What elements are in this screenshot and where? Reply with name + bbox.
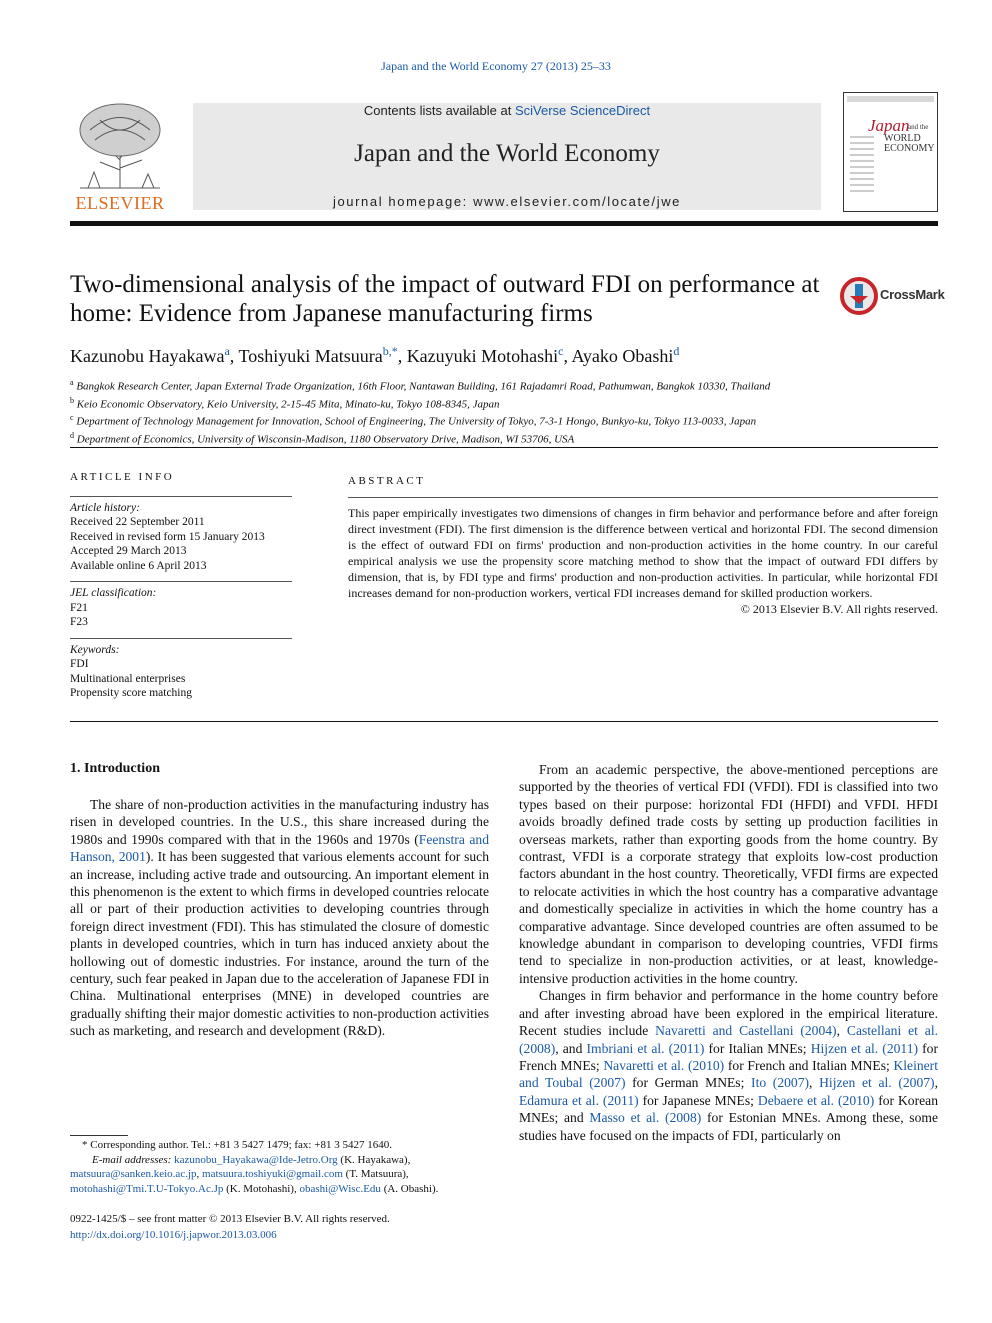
author-4: Ayako Obashi: [571, 346, 674, 366]
info-rule: [70, 638, 292, 639]
citation-link[interactable]: Castellani et al. (2008): [519, 1023, 939, 1056]
email-link[interactable]: motohashi@Tmi.T.U-Tokyo.Ac.Jp: [70, 1182, 224, 1195]
journal-cover-thumbnail: [843, 92, 938, 212]
svg-text:WORLD: WORLD: [884, 133, 921, 144]
author-2: Toshiyuki Matsuura: [238, 346, 383, 366]
article-info-heading: ARTICLE INFO: [70, 471, 175, 483]
citation-link[interactable]: Feenstra and Hanson, 2001: [70, 831, 490, 865]
body-column-right: [519, 761, 938, 1144]
jel-code: F21: [70, 601, 88, 614]
article-title: Two-dimensional analysis of the impact of outward FDI on performance at home: Evidence from Japanese manufacturing firms: [70, 271, 820, 327]
cover-title-1: Japan: [868, 116, 910, 135]
doi-link[interactable]: http://dx.doi.org/10.1016/j.japwor.2013.03.006: [70, 1228, 277, 1241]
front-matter-divider: [70, 721, 938, 722]
keyword: Multinational enterprises: [70, 672, 186, 685]
citation-link[interactable]: Masso et al. (2008): [589, 1110, 702, 1126]
issn-line: 0922-1425/$ – see front matter © 2013 Elsevier B.V. All rights reserved.: [70, 1213, 390, 1225]
author-1: Kazunobu Hayakawa: [70, 346, 225, 366]
keywords-label: Keywords:: [70, 643, 120, 656]
footnote-rule: [70, 1135, 128, 1136]
citation-link[interactable]: Hijzen et al. (2007): [819, 1075, 935, 1091]
publisher-wordmark: ELSEVIER: [75, 193, 165, 213]
affiliations-divider: [70, 447, 938, 448]
footnotes: [70, 1138, 489, 1196]
keyword: Propensity score matching: [70, 687, 193, 699]
keyword: FDI: [70, 658, 89, 670]
history-label: Article history:: [70, 501, 140, 514]
email-line: matsuura@sanken.keio.ac.jp, matsuura.toshiyuki@gmail.com (T. Matsuura),: [70, 1168, 409, 1180]
author-4-affil[interactable]: d: [673, 344, 680, 358]
author-3: Kazuyuki Motohashi: [406, 346, 559, 366]
history-online: Available online 6 April 2013: [70, 559, 207, 572]
citation-link[interactable]: Ito (2007): [751, 1075, 810, 1091]
crossmark-label[interactable]: CrossMark: [880, 287, 945, 302]
history-revised: Received in revised form 15 January 2013: [70, 530, 265, 543]
affiliation-b: $^b$ Keio Economic Observatory, Keio University, 2-15-45 Mita, Minato-ku, Tokyo 108-8345, Japan: [70, 395, 500, 411]
email-line: motohashi@Tmi.T.U-Tokyo.Ac.Jp (K. Motohashi), obashi@Wisc.Edu (A. Obashi).: [70, 1182, 439, 1195]
intro-paragraph-3: Changes in firm behavior and performance in the home country before and after investing abroad have been explored in the empirical literature. Recent studies include Navaretti and Castellani (2004), Castellani et al. (2008), and Imbriani et al. (2011) for Italian MNEs; Hijzen et al. (2011) for French MNEs; Navaretti et al. (2010) for French and Italian MNEs; Kleinert and Toubal (2007) for German MNEs; Ito (2007), Hijzen et al. (2007), Edamura et al. (2011) for Japanese MNEs; Debaere et al. (2010) for Korean MNEs; and Masso et al. (2008) for Estonian MNEs. Among these, some studies have focused on the impacts of FDI, particularly on: [519, 988, 939, 1143]
abstract-copyright: © 2013 Elsevier B.V. All rights reserved.: [740, 602, 938, 616]
contents-line: [193, 103, 821, 118]
history-received: Received 22 September 2011: [70, 516, 205, 528]
author-list: Kazunobu Hayakawa$^a$, Toshiyuki Matsuura$^{b,*}$, Kazuyuki Motohashi$^c$, Ayako Obashi$^d$: [70, 344, 680, 366]
intro-paragraph-1: The share of non-production activities in the manufacturing industry has risen in developed countries. In the U.S., this share increased during the 1980s and 1990s compared with that in the 1960s and 1970s (Feenstra and Hanson, 2001). It has been suggested that various elements account for such an increase, including active trade and outsourcing. An important element in this phenomenon is the extent to which firms in developed countries relocate all or part of their production activities to developing countries through foreign direct investment (FDI). This has stimulated the closure of domestic plants in developed countries, which in turn has induced anxiety about the hollowing out of domestic industries. For instance, around the turn of the century, such fear peaked in Japan due to the acceleration of Japanese FDI in China. Multinational enterprises (MNE) in developed countries are gradually shifting their major domestic activities to non-production activities such as marketing, and research and development (R&D).: [70, 797, 490, 1039]
body-column-left: [70, 796, 489, 1040]
jel-code: F23: [70, 616, 88, 628]
citation-link[interactable]: Hijzen et al. (2011): [810, 1040, 919, 1056]
journal-homepage[interactable]: journal homepage: www.elsevier.com/locate/jwe: [332, 194, 682, 209]
header-divider: [70, 221, 938, 226]
journal-citation[interactable]: Japan and the World Economy 27 (2013) 25–33: [381, 59, 611, 73]
citation-link[interactable]: Imbriani et al. (2011): [586, 1040, 705, 1056]
intro-paragraph-2: From an academic perspective, the above-mentioned perceptions are supported by the theories of vertical FDI (VFDI). FDI is classified into two types based on their purpose: horizontal FDI (HFDI) and VFDI. HFDI avoids broadly defined trade costs by setting up production facilities in overseas markets, rather than exporting goods from the home country. By contrast, VFDI is a corporate strategy that exploits low-cost production factors abundant in the host country. Theoretically, VFDI firms are expected to relocate activities in which the host country has a comparative advantage and domestically specialize in activities in which the home country has a comparative advantage. Since developed countries are often assumed to be knowledge abundant in comparison to developing countries, VFDI firms tend to specialize in non-production activities, or at least, knowledge-intensive production activities in the home country.: [519, 762, 938, 986]
email-link[interactable]: matsuura.toshiyuki@gmail.com: [202, 1168, 343, 1180]
author-1-affil[interactable]: a: [224, 344, 230, 358]
affiliations: [70, 376, 938, 447]
front-matter-footer: [70, 1212, 489, 1243]
contents-prefix: Contents lists available at: [363, 103, 515, 118]
email-link[interactable]: kazunobu_Hayakawa@Ide-Jetro.Org: [174, 1153, 338, 1166]
citation-link[interactable]: Navaretti and Castellani (2004): [655, 1023, 837, 1039]
history-accepted: Accepted 29 March 2013: [70, 545, 187, 557]
affiliation-a: $^a$ Bangkok Research Center, Japan External Trade Organization, 16th Floor, Nantawan Building, 161 Rajadamri Road, Pathumwan, Bangkok 10330, Thailand: [70, 378, 771, 393]
journal-name: Japan and the World Economy: [354, 140, 660, 167]
affiliation-c: $^c$ Department of Technology Management for Innovation, School of Engineering, The University of Tokyo, 7-3-1 Hongo, Bunkyo-ku, Tokyo 113-0033, Japan: [70, 413, 757, 428]
info-rule: [70, 496, 292, 497]
citation-link[interactable]: Navaretti et al. (2010): [603, 1057, 725, 1073]
email-link[interactable]: matsuura@sanken.keio.ac.jp: [70, 1168, 197, 1180]
abstract-body: This paper empirically investigates two dimensions of changes in firm behavior and performance before and after foreign direct investment (FDI). The first dimension is the difference between vertical and horizontal FDI. The second dimension is the effect of outward FDI on firms' production and non-production activities in the home country. In our careful empirical analysis we use the propensity score matching method to show that the impact of outward FDI differs by dimension, that is, by FDI type and firms' production and non-production activities. In particular, while horizontal FDI increases demand for non-production workers, vertical FDI increases demand for skilled production workers.: [348, 506, 938, 600]
email-link[interactable]: obashi@Wisc.Edu: [299, 1182, 381, 1195]
info-rule: [70, 581, 292, 582]
section-heading-introduction: 1. Introduction: [70, 761, 160, 776]
abstract-rule: [348, 497, 938, 498]
affiliation-d: $^d$ Department of Economics, University of Wisconsin-Madison, 1180 Observatory Drive, Madison, WI 53706, USA: [70, 430, 575, 446]
abstract-heading: ABSTRACT: [348, 475, 426, 487]
citation-link[interactable]: Edamura et al. (2011): [519, 1092, 639, 1108]
email-line: E-mail addresses: kazunobu_Hayakawa@Ide-Jetro.Org (K. Hayakawa),: [92, 1153, 411, 1166]
author-3-affil[interactable]: c: [558, 344, 564, 358]
jel-label: JEL classification:: [70, 587, 157, 599]
corresponding-author-note: * Corresponding author. Tel.: +81 3 5427 1479; fax: +81 3 5427 1640.: [82, 1139, 392, 1151]
svg-text:ECONOMY: ECONOMY: [884, 143, 935, 154]
citation-link[interactable]: Kleinert and Toubal (2007): [519, 1057, 938, 1091]
svg-text:and the: and the: [908, 123, 929, 131]
sciencedirect-link[interactable]: SciVerse ScienceDirect: [514, 103, 651, 118]
article-info: [70, 470, 292, 701]
author-2-affil[interactable]: b,*: [382, 344, 398, 358]
citation-link[interactable]: Debaere et al. (2010): [757, 1092, 875, 1108]
abstract-text: [348, 505, 938, 617]
